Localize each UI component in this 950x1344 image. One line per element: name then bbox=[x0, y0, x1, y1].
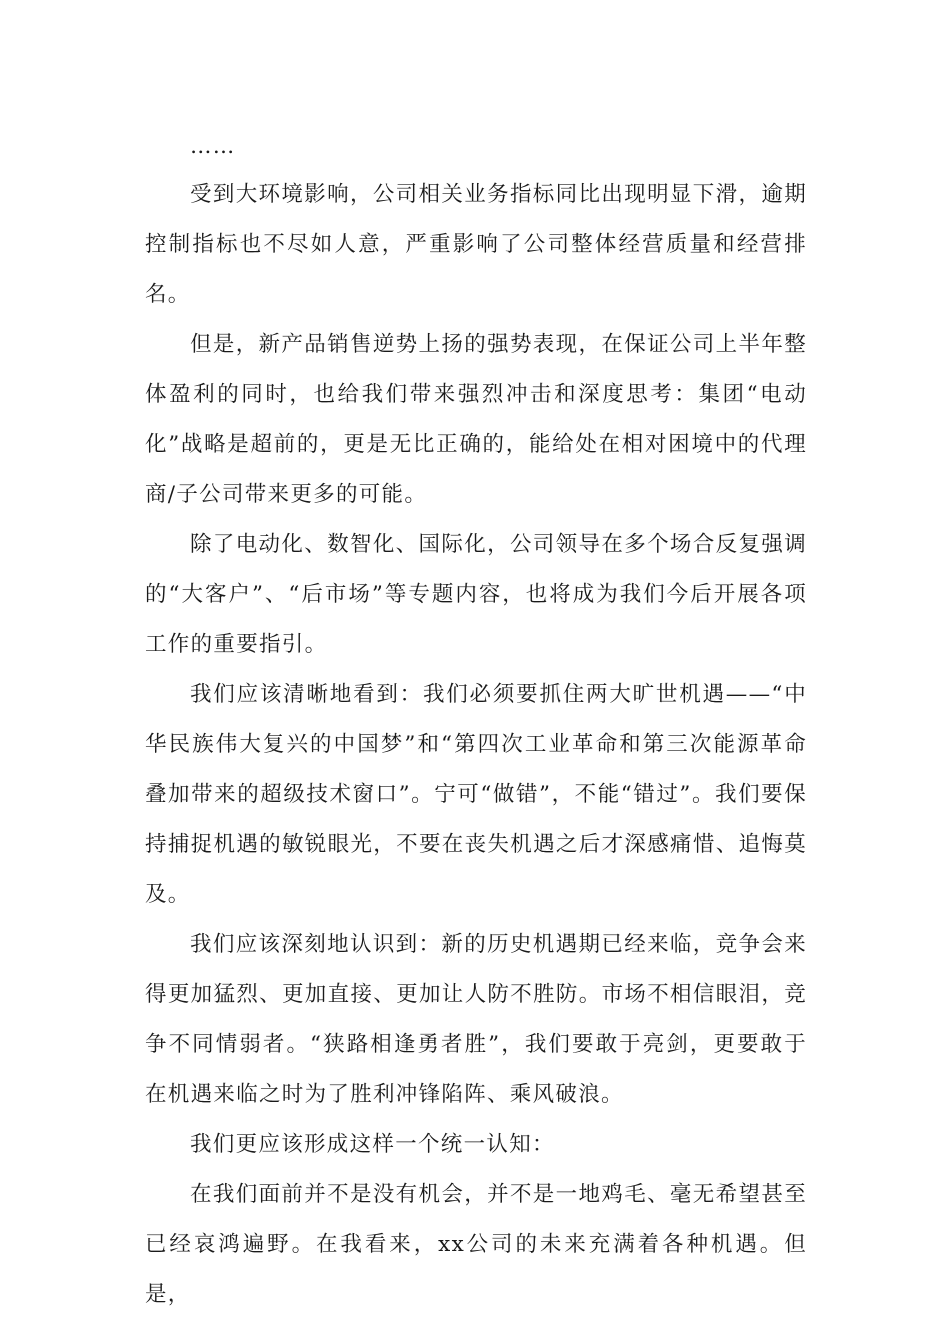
paragraph-seize-opportunity: 我们应该清晰地看到：我们必须要抓住两大旷世机遇——“中华民族伟大复兴的中国梦”和“第四次工业革命和第三次能源革命叠加带来的超级技术窗口”。宁可“做错”，不能“错过”。我们要保持捕捉机遇的敏锐眼光，不要在丧失机遇之后才深感痛惜、追悔莫及。 bbox=[145, 682, 807, 907]
paragraph-future-opportunities: 在我们面前并不是没有机会，并不是一地鸡毛、毫无希望甚至已经哀鸿遍野。在我看来，xx公司的未来充满着各种机遇。但是， bbox=[145, 1182, 807, 1307]
paragraph-new-product-sales: 但是，新产品销售逆势上扬的强势表现，在保证公司上半年整体盈利的同时，也给我们带来强烈冲击和深度思考：集团“电动化”战略是超前的，更是无比正确的，能给处在相对困境中的代理商/子公司带来更多的可能。 bbox=[145, 332, 807, 507]
paragraph-unified-cognition: 我们更应该形成这样一个统一认知： bbox=[190, 1132, 555, 1157]
document-body bbox=[145, 124, 807, 1320]
paragraph-competition: 我们应该深刻地认识到：新的历史机遇期已经来临，竞争会来得更加猛烈、更加直接、更加让人防不胜防。市场不相信眼泪，竞争不同情弱者。“狭路相逢勇者胜”，我们要敢于亮剑，更要敢于在机遇来临之时为了胜利冲锋陷阵、乘风破浪。 bbox=[145, 932, 807, 1107]
paragraph-strategy-guidance: 除了电动化、数智化、国际化，公司领导在多个场合反复强调的“大客户”、“后市场”等专题内容，也将成为我们今后开展各项工作的重要指引。 bbox=[145, 532, 807, 657]
ellipsis-marker: …… bbox=[190, 134, 236, 159]
paragraph-environment-impact: 受到大环境影响，公司相关业务指标同比出现明显下滑，逾期控制指标也不尽如人意，严重影响了公司整体经营质量和经营排名。 bbox=[145, 182, 807, 307]
